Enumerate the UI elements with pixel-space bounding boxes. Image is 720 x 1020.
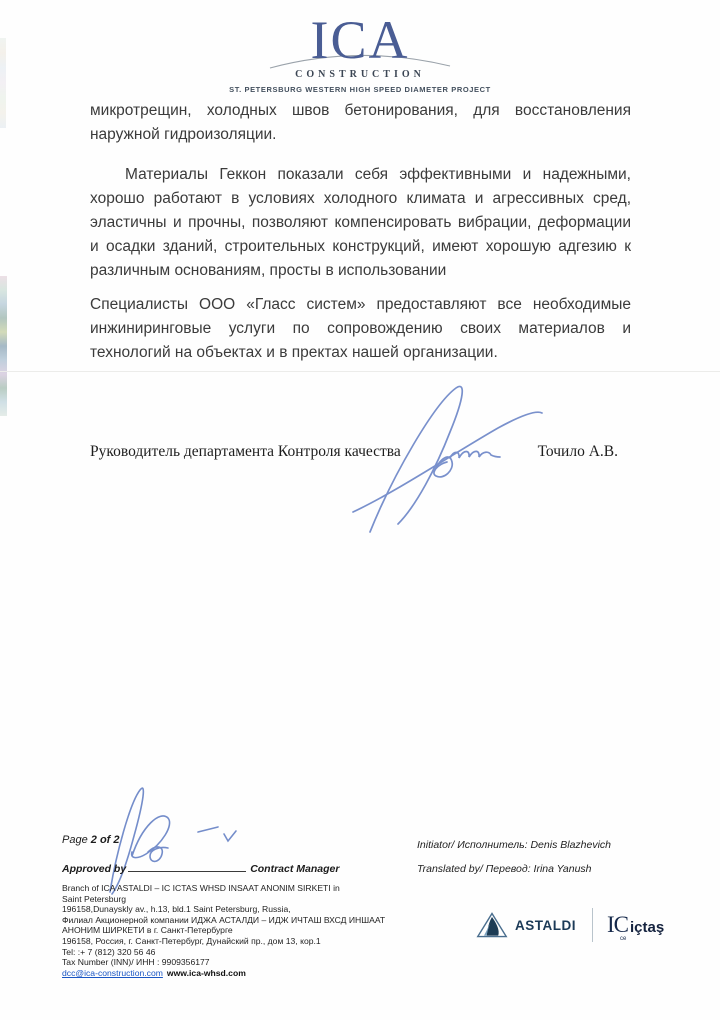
email-link[interactable]: dcc@ica-construction.com bbox=[62, 967, 163, 978]
logo-separator bbox=[592, 908, 593, 942]
address-line: Saint Petersburg bbox=[62, 893, 127, 904]
signature-rule bbox=[128, 861, 246, 872]
page-number-value: 2 of 2 bbox=[90, 834, 120, 846]
initiator-line: Initiator/ Исполнитель: Denis Blazhevich bbox=[417, 839, 612, 851]
company-address-block bbox=[62, 883, 385, 978]
logo-wordmark: ICA bbox=[310, 10, 410, 70]
translator-line: Translated by/ Перевод: Irina Yanush bbox=[417, 863, 592, 875]
letterhead bbox=[0, 12, 720, 94]
address-line: АНОНИМ ШИРКЕТИ в г. Санкт-Петербурге bbox=[62, 925, 233, 936]
ica-logo bbox=[311, 12, 410, 68]
scan-artifact-line bbox=[0, 371, 720, 372]
partner-logos bbox=[476, 908, 664, 942]
ictas-wordmark: içtaş bbox=[630, 919, 665, 936]
scan-artifact-strip-middle bbox=[0, 276, 7, 416]
credits-block bbox=[417, 839, 611, 887]
astaldi-wordmark: ASTALDI bbox=[515, 917, 576, 933]
signatory-title: Руководитель департамента Контроля качества bbox=[90, 443, 401, 460]
website-text: www.ica-whsd.com bbox=[166, 967, 246, 978]
logo-project-line: ST. PETERSBURG WESTERN HIGH SPEED DIAMETER PROJECT bbox=[229, 85, 491, 94]
address-line: 196158, Россия, г. Санкт-Петербург, Дунайский пр., дом 13, кор.1 bbox=[62, 935, 321, 946]
ictas-ce-mark: ce bbox=[620, 936, 627, 942]
page-number bbox=[62, 834, 120, 846]
address-line: 196158,Dunayskly av., h.13, bld.1 Saint Petersburg, Russia, bbox=[62, 904, 291, 915]
letter-body bbox=[90, 99, 631, 365]
approved-by-line bbox=[62, 861, 339, 875]
signatory-name: Точило А.В. bbox=[537, 443, 618, 460]
address-line: Tax Number (INN)/ ИНН : 9909356177 bbox=[62, 957, 210, 968]
address-line: Tel: :+ 7 (812) 320 56 46 bbox=[62, 946, 156, 957]
approver-role: Contract Manager bbox=[250, 863, 340, 875]
paragraph-2: Материалы Геккон показали себя эффективными и надежными, хорошо работают в условиях холодного климата и агрессивных сред, эластичны и прочны, позволяют компенсировать вибрации, деформации и осадки зданий, строительных конструкций, имеют хорошую адгезию к различным основаниям, просты в использовании bbox=[90, 166, 631, 279]
ictas-logo bbox=[607, 912, 665, 942]
paragraph-3: Специалисты ООО «Гласс систем» предоставляют все необходимые инжиниринговые услуги по сопровождению своих материалов и технологий на объектах и в пректах нашей организации. bbox=[90, 296, 631, 361]
astaldi-triangle-icon bbox=[476, 910, 508, 940]
ictas-ic-mark: IC ce bbox=[607, 912, 628, 942]
signatory-row bbox=[90, 443, 618, 461]
astaldi-logo bbox=[476, 910, 576, 940]
approved-by-label: Approved by bbox=[62, 863, 127, 875]
address-line: Branch of ICA ASTALDI – IC ICTAS WHSD INSAAT ANONIM SIRKETI in bbox=[62, 883, 340, 893]
address-line: Филиал Акционерной компании ИДЖА АСТАЛДИ – ИДЖ ИЧТАШ ВХСД ИНШААТ bbox=[62, 914, 386, 925]
page-number-label: Page bbox=[62, 834, 88, 846]
paragraph-1: микротрещин, холодных швов бетонирования, для восстановления наружной гидроизоляции. bbox=[90, 102, 631, 143]
logo-subtitle: CONSTRUCTION bbox=[295, 69, 425, 80]
contact-links-line bbox=[62, 968, 385, 979]
